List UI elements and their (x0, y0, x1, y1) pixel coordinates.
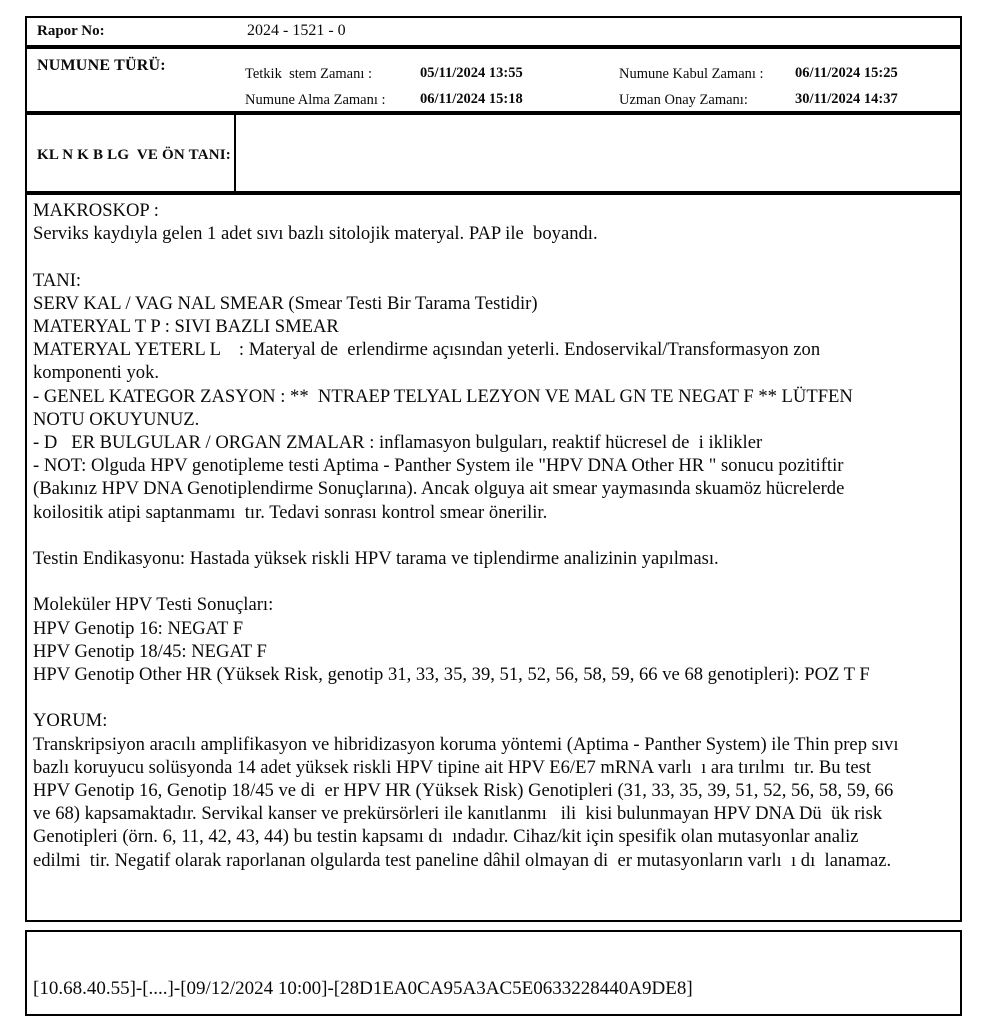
report-text-line: edilmi tir. Negatif olarak raporlanan olgularda test paneline dâhil olmayan di er mutasyonların varlı ı dı lanamaz. (33, 849, 892, 871)
report-text-line: HPV Genotip 18/45: NEGAT F (33, 640, 267, 662)
report-text-line: komponenti yok. (33, 362, 160, 384)
request-time-value: 05/11/2024 13:55 (420, 65, 523, 81)
report-text-line: MATERYAL YETERL L : Materyal de erlendirme açısından yeterli. Endoservikal/Transformasyon zon (33, 339, 821, 361)
report-text-line: (Bakınız HPV DNA Genotiplendirme Sonuçlarına). Ancak olguya ait smear yaymasında skuamöz hücrelerde (33, 478, 845, 500)
report-text-line: HPV Genotip 16, Genotip 18/45 ve di er HPV HR (Yüksek Risk) Genotipleri (31, 33, 35, 39, 51, 52, 56, 58, 59, 66 (33, 780, 894, 802)
report-text-line: NOTU OKUYUNUZ. (33, 408, 200, 430)
collection-time-value: 06/11/2024 15:18 (420, 91, 523, 107)
specimen-type-box (25, 49, 962, 115)
report-text-line: Genotipleri (örn. 6, 11, 42, 43, 44) bu testin kapsamı dı ındadır. Cihaz/kit için spesifik olan mutasyonlar analiz (33, 826, 859, 848)
report-text-line (33, 570, 956, 593)
collection-time-label: Numune Alma Zamanı : (245, 92, 386, 108)
accept-time-label: Numune Kabul Zamanı : (619, 66, 764, 82)
specimen-type-label: NUMUNE TÜRÜ: (37, 57, 166, 74)
footer-box (25, 930, 962, 1016)
report-text-line: SERV KAL / VAG NAL SMEAR (Smear Testi Bir Tarama Testidir) (33, 292, 538, 314)
approval-time-value: 30/11/2024 14:37 (795, 91, 898, 107)
report-number-value: 2024 - 1521 - 0 (247, 22, 346, 39)
trace-line: [10.68.40.55]-[....]-[09/12/2024 10:00]-[28D1EA0CA95A3AC5E0633228440A9DE8] (33, 978, 693, 999)
clinical-info-label: KL N K B LG VE ÖN TANI: (37, 147, 232, 163)
request-time-label: Tetkik stem Zamanı : (245, 66, 373, 82)
report-text-line: HPV Genotip 16: NEGAT F (33, 617, 244, 639)
report-text-line: - D ER BULGULAR / ORGAN ZMALAR : inflamasyon bulguları, reaktif hücresel de i iklikler (33, 432, 763, 454)
report-body-box (25, 195, 962, 922)
report-text-line: MAKROSKOP : (33, 200, 159, 221)
report-body-text (33, 199, 956, 872)
report-text-line: Moleküler HPV Testi Sonuçları: (33, 594, 274, 616)
report-text-line: ve 68) kapsamaktadır. Servikal kanser ve prekürsörleri ile kanıtlanmı ili kisi bulunmayan HPV DNA Dü ük risk (33, 803, 883, 825)
report-text-line: YORUM: (33, 710, 108, 732)
report-text-line: - GENEL KATEGOR ZASYON : ** NTRAEP TELYAL LEZYON VE MAL GN TE NEGAT F ** LÜTFEN (33, 385, 853, 407)
report-text-line: koilositik atipi saptanmamı tır. Tedavi sonrası kontrol smear önerilir. (33, 501, 548, 523)
report-text-line: HPV Genotip Other HR (Yüksek Risk, genotip 31, 33, 35, 39, 51, 52, 56, 58, 59, 66 ve 68 genotipleri): POZ T F (33, 664, 870, 686)
report-text-line: bazlı koruyucu solüsyonda 14 adet yüksek riskli HPV tipine ait HPV E6/E7 mRNA varlı ı ara tırılmı tır. Bu test (33, 756, 872, 778)
report-text-line (33, 686, 956, 709)
report-text-line: Transkripsiyon aracılı amplifikasyon ve hibridizasyon koruma yöntemi (Aptima - Panther System) ile Thin prep sıvı (33, 733, 899, 755)
report-number-box (25, 16, 962, 49)
report-text-line: TANI: (33, 269, 82, 291)
report-text-line: Serviks kaydıyla gelen 1 adet sıvı bazlı sitolojik materyal. PAP ile boyandı. (33, 223, 598, 245)
approval-time-label: Uzman Onay Zamanı: (619, 92, 748, 108)
clinical-info-divider (234, 115, 236, 191)
report-text-line: MATERYAL T P : SIVI BAZLI SMEAR (33, 316, 339, 338)
report-text-line: Testin Endikasyonu: Hastada yüksek riskli HPV tarama ve tiplendirme analizinin yapılması. (33, 548, 719, 570)
report-text-line: - NOT: Olguda HPV genotipleme testi Aptima - Panther System ile "HPV DNA Other HR " sonucu pozitiftir (33, 455, 844, 477)
report-text-line (33, 524, 956, 547)
clinical-info-box (25, 115, 962, 195)
accept-time-value: 06/11/2024 15:25 (795, 65, 898, 81)
report-number-label: Rapor No: (37, 23, 105, 39)
report-text-line (33, 245, 956, 268)
